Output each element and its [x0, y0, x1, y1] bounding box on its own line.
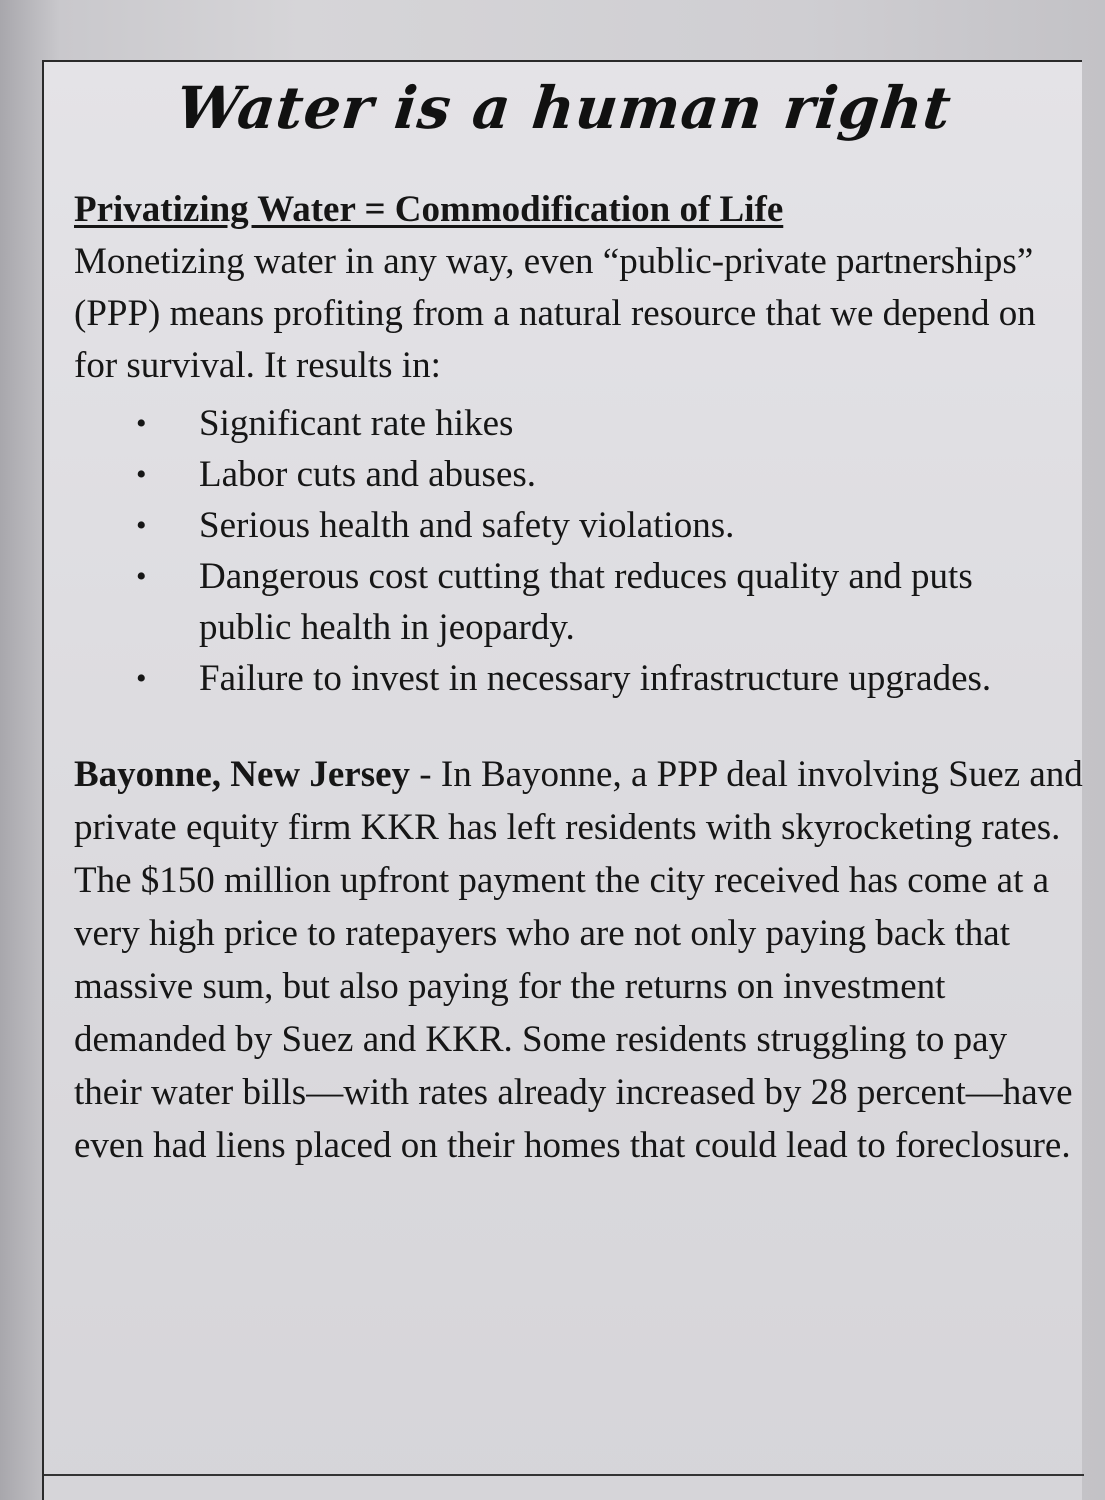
bullet-icon: • — [136, 458, 147, 491]
bullet-icon: • — [136, 509, 147, 542]
list-item-text: Failure to invest in necessary infrastructure upgrades. — [199, 658, 992, 699]
list-item — [74, 398, 1064, 449]
bayonne-lead: Bayonne, New Jersey — [74, 754, 411, 795]
list-item-text: Serious health and safety violations. — [199, 505, 735, 546]
list-item-text: Dangerous cost cutting that reduces quality and puts public health in jeopardy. — [199, 556, 973, 648]
list-item — [74, 653, 1064, 704]
list-item — [74, 551, 1064, 653]
flyer-title: Water is a human right — [173, 74, 955, 142]
list-item — [74, 449, 1064, 500]
section-heading: Privatizing Water = Commodification of Life — [74, 189, 784, 230]
results-list — [74, 398, 1064, 704]
bayonne-body: In Bayonne, a PPP deal involving Suez and private equity firm KKR has left residents with skyrocketing rates. The $150 million upfront payment the city received has come at a very high price to ratepayers who are not only paying back that massive sum, but also paying for the returns on investment demanded by Suez and KKR. Some residents struggling to pay their water bills—with rates already increased by 28 percent—have even had liens placed on their homes that could lead to foreclosure. — [74, 754, 1083, 1166]
intro-paragraph: Monetizing water in any way, even “public-private partnerships” (PPP) means profiting from a natural resource that we depend on for survival. It results in: — [74, 241, 1036, 386]
bayonne-paragraph — [74, 748, 1084, 1172]
bayonne-separator: - — [410, 754, 441, 795]
bullet-icon: • — [136, 407, 147, 440]
list-item-text: Labor cuts and abuses. — [199, 454, 537, 495]
list-item-text: Significant rate hikes — [199, 403, 514, 444]
flyer-page — [42, 60, 1082, 1500]
bullet-icon: • — [136, 662, 147, 695]
bullet-icon: • — [136, 560, 147, 593]
flyer-content — [74, 184, 1083, 1172]
list-item — [74, 500, 1064, 551]
bottom-divider — [44, 1474, 1084, 1476]
